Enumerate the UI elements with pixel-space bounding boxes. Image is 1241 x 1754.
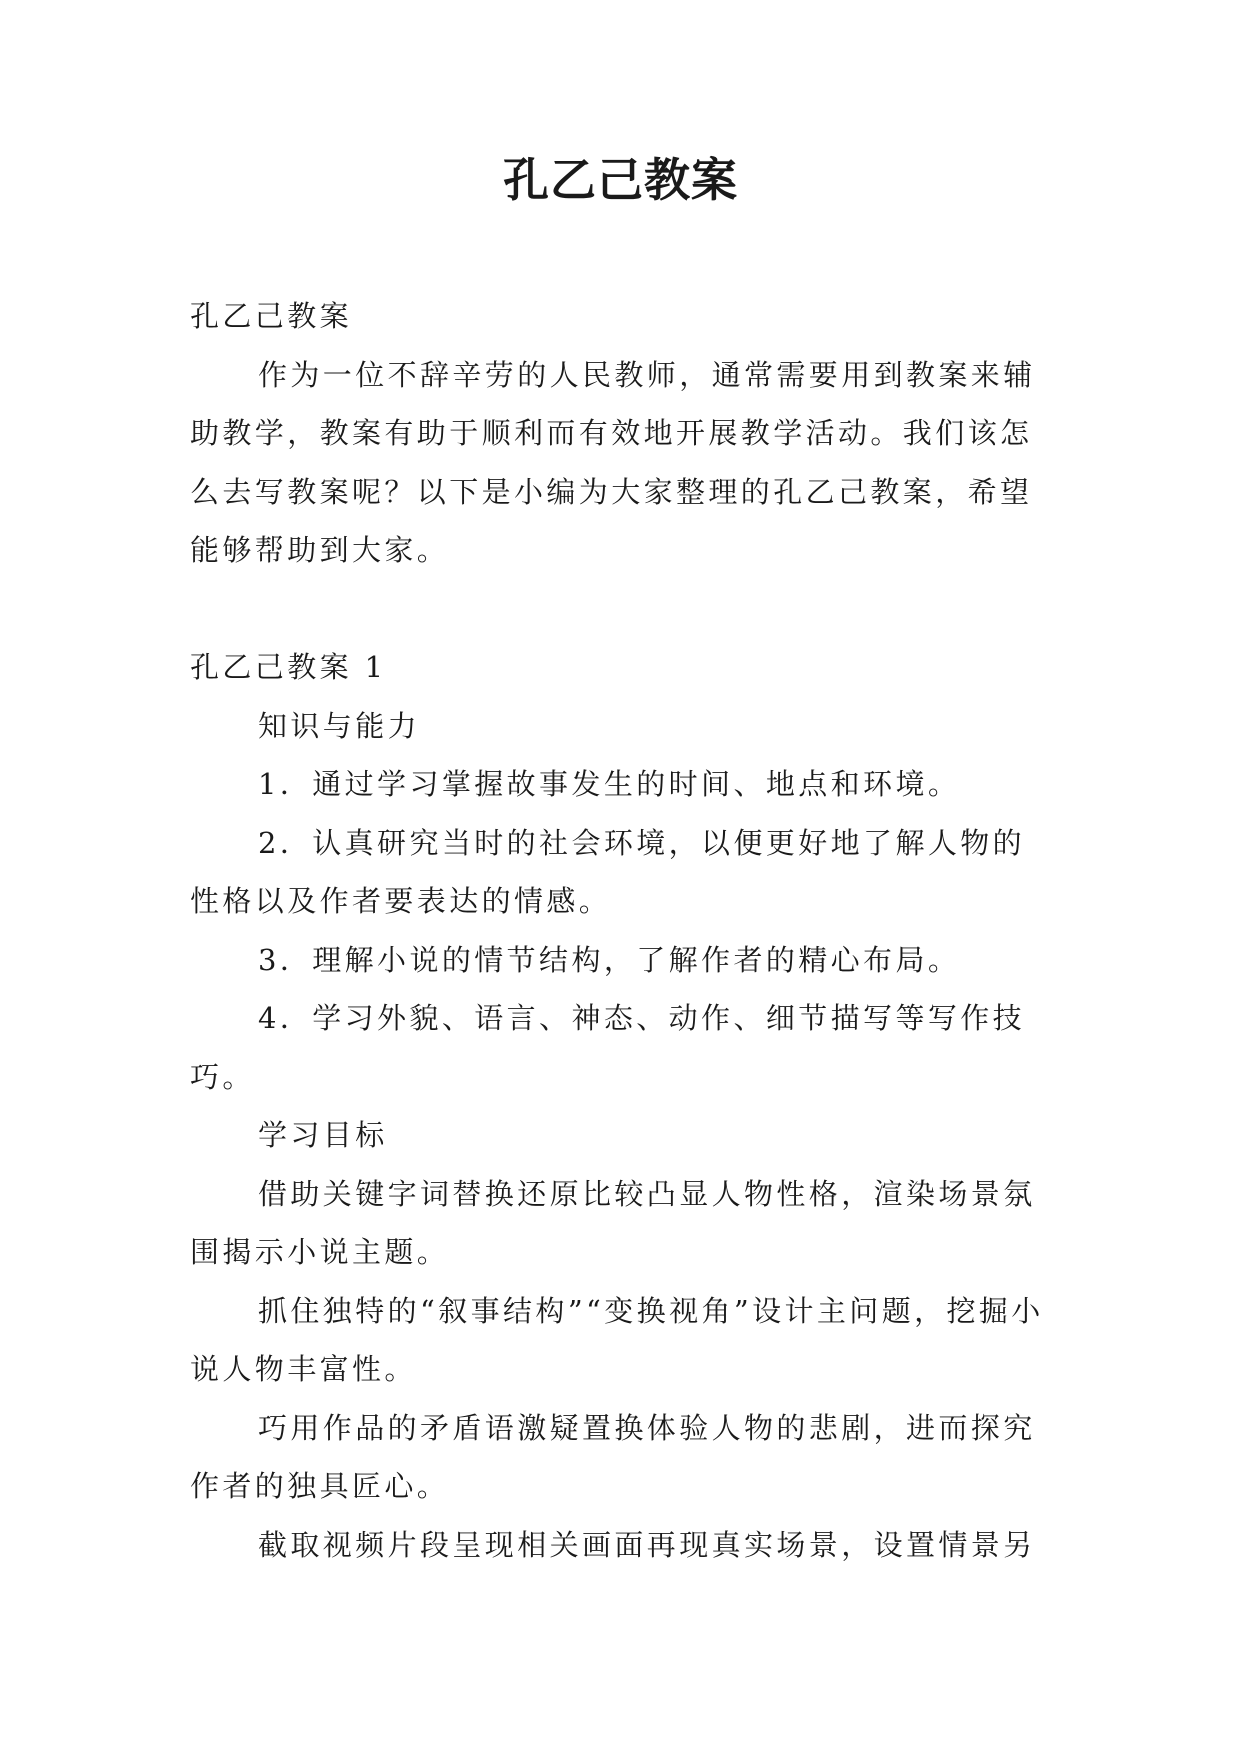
spacer xyxy=(190,580,1052,639)
intro-paragraph: 作为一位不辞辛劳的人民教师，通常需要用到教案来辅助教学，教案有助于顺利而有效地开展教学活动。我们该怎么去写教案呢？以下是小编为大家整理的孔乙己教案，希望能够帮助到大家。 xyxy=(190,357,1036,567)
list-item-2: 2．认真研究当时的社会环境，以便更好地了解人物的性格以及作者要表达的情感。 xyxy=(190,825,1026,918)
subheading-knowledge: 知识与能力 xyxy=(258,708,421,743)
goal-paragraph-1: 借助关键字词替换还原比较凸显人物性格，渲染场景氛围揭示小说主题。 xyxy=(190,1176,1036,1269)
goal-paragraph-3: 巧用作品的矛盾语激疑置换体验人物的悲剧，进而探究作者的独具匠心。 xyxy=(190,1410,1036,1503)
list-item-3: 3．理解小说的情节结构，了解作者的精心布局。 xyxy=(258,942,961,977)
list-item-4: 4．学习外貌、语言、神态、动作、细节描写等写作技巧。 xyxy=(190,1001,1026,1094)
goal-paragraph-4: 截取视频片段呈现相关画面再现真实场景，设置情景另 xyxy=(258,1527,1036,1562)
document-title: 孔乙己教案 xyxy=(503,153,738,207)
subheading-goals: 学习目标 xyxy=(258,1118,388,1152)
document-body xyxy=(190,287,1052,1574)
list-item-1: 1．通过学习掌握故事发生的时间、地点和环境。 xyxy=(258,767,961,801)
section-heading: 孔乙己教案 1 xyxy=(190,650,387,684)
doc-heading: 孔乙己教案 xyxy=(190,299,353,333)
goal-paragraph-2: 抓住独特的“叙事结构”“变换视角”设计主问题，挖掘小说人物丰富性。 xyxy=(190,1293,1044,1386)
